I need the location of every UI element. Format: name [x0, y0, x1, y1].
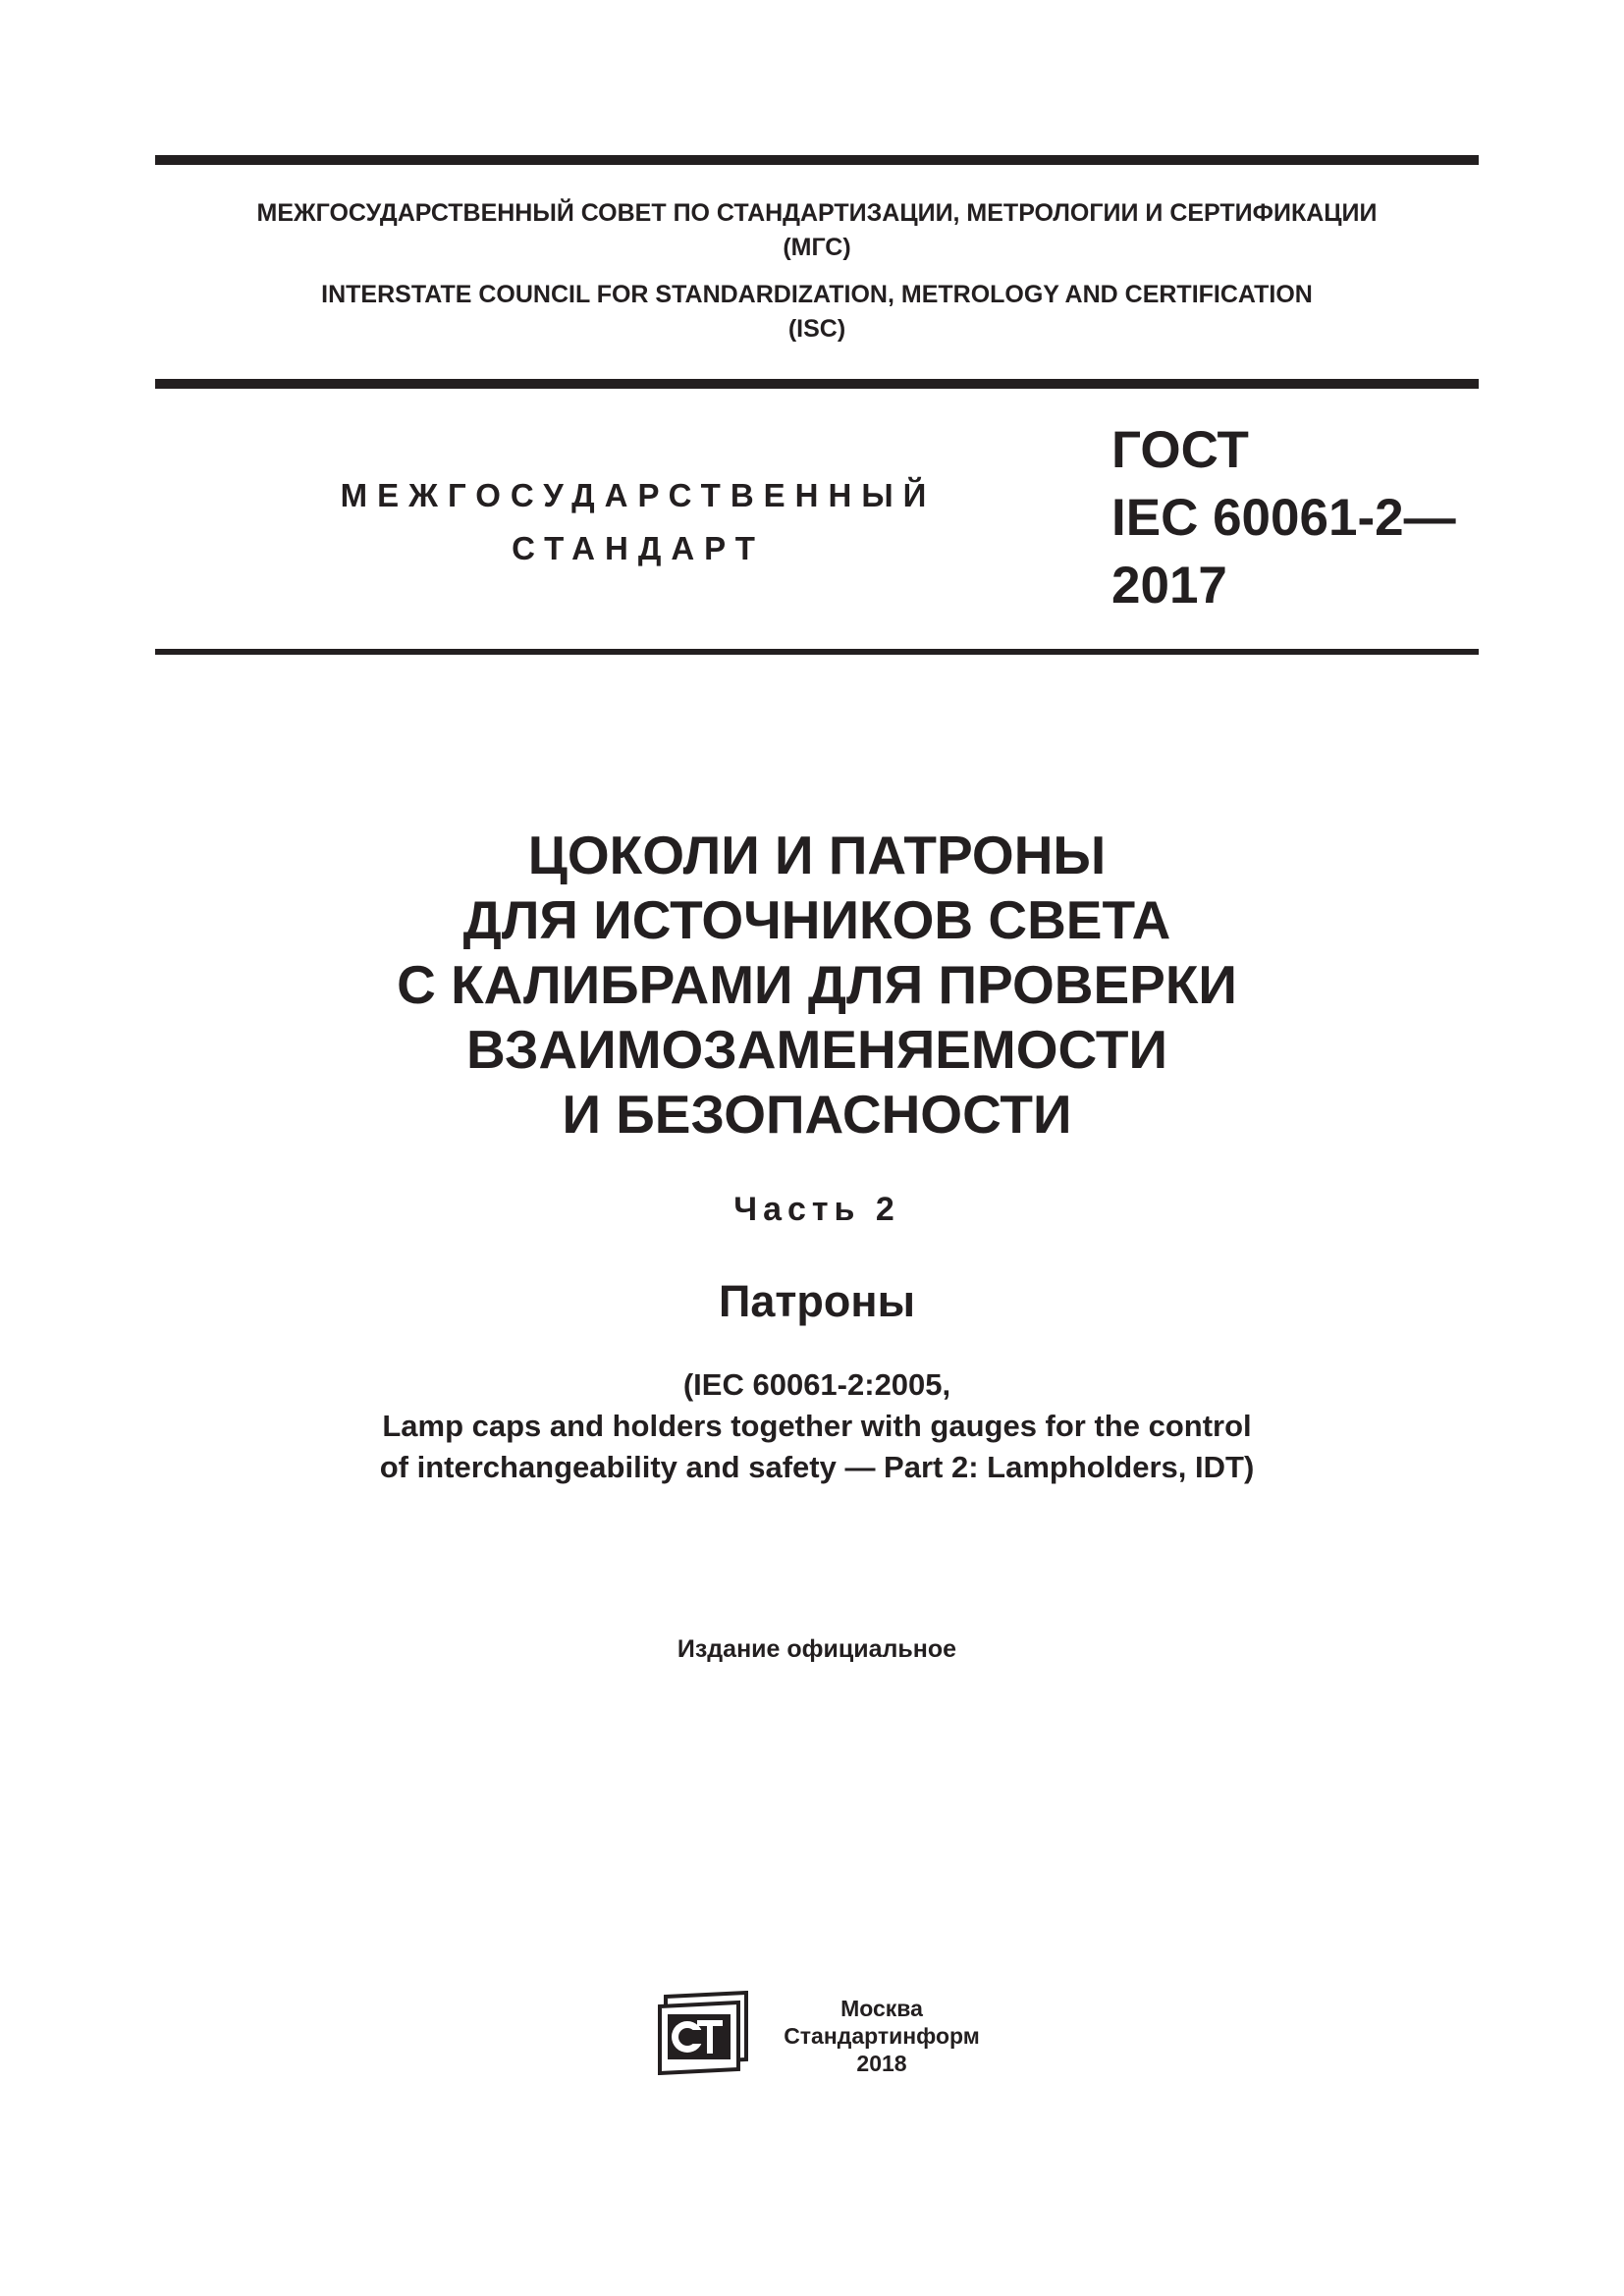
- edition-label: Издание официальное: [677, 1635, 957, 1663]
- document-subtitle: Патроны: [719, 1276, 915, 1326]
- standartinform-logo-icon: [656, 1991, 752, 2075]
- publisher-name: Стандартинформ: [784, 2023, 980, 2049]
- document-title: [155, 823, 1479, 1147]
- title-line: С КАЛИБРАМИ ДЛЯ ПРОВЕРКИ: [397, 954, 1237, 1015]
- publisher-block: [764, 1995, 1000, 2077]
- iec-reference-line: Lamp caps and holders together with gauges for the control: [382, 1409, 1252, 1443]
- standard-code-line-1: ГОСТ: [1111, 421, 1249, 479]
- council-abbr-ru: (МГС): [783, 234, 851, 261]
- title-line: ВЗАИМОЗАМЕНЯЕМОСТИ: [466, 1019, 1167, 1080]
- standard-code-line-2: IEC 60061-2—: [1111, 489, 1456, 547]
- iec-reference-line: (IEC 60061-2:2005,: [682, 1367, 951, 1402]
- iec-reference-line: of interchangeability and safety — Part 2: Lampholders, IDT): [379, 1450, 1255, 1484]
- publisher-city: Москва: [840, 1996, 923, 2021]
- standard-type-line-1: МЕЖГОСУДАРСТВЕННЫЙ: [340, 477, 937, 513]
- standard-type-line-2: СТАНДАРТ: [512, 530, 765, 566]
- title-line: ДЛЯ ИСТОЧНИКОВ СВЕТА: [462, 889, 1171, 950]
- council-name-en: INTERSTATE COUNCIL FOR STANDARDIZATION, METROLOGY AND CERTIFICATION: [321, 281, 1313, 308]
- middle-divider: [155, 379, 1479, 389]
- council-abbr-en: (ISC): [787, 315, 846, 343]
- top-divider: [155, 155, 1479, 165]
- title-line: И БЕЗОПАСНОСТИ: [562, 1084, 1072, 1145]
- part-number: Часть 2: [733, 1191, 900, 1228]
- publisher-year: 2018: [856, 2051, 907, 2076]
- standard-code: [1111, 416, 1456, 619]
- council-name-ru: МЕЖГОСУДАРСТВЕННЫЙ СОВЕТ ПО СТАНДАРТИЗАЦИИ, МЕТРОЛОГИИ И СЕРТИФИКАЦИИ: [256, 199, 1378, 227]
- title-line: ЦОКОЛИ И ПАТРОНЫ: [527, 825, 1107, 885]
- lower-divider: [155, 649, 1479, 655]
- standard-type: [295, 469, 982, 575]
- standard-code-line-3: 2017: [1111, 557, 1227, 614]
- council-header: [155, 196, 1479, 347]
- iec-reference: [155, 1364, 1479, 1488]
